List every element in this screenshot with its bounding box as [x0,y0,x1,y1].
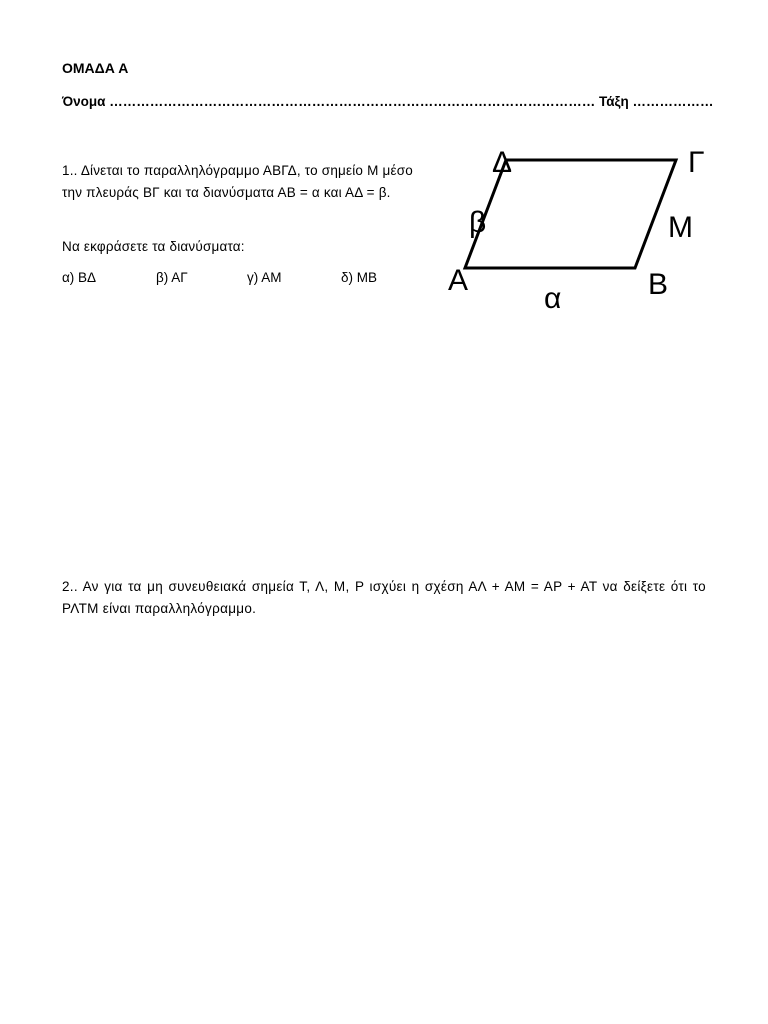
option-a: α) ΒΔ [62,270,97,285]
question-1-text: 1.. Δίνεται το παραλληλόγραμμο ΑΒΓΔ, το σημείο Μ μέσο την πλευράς ΒΓ και τα διανύσματα ΑΒ = α και ΑΔ = β. [62,163,413,200]
question-1-options [62,270,422,290]
vertex-label-g: Γ [688,146,705,179]
parallelogram-diagram [440,140,720,320]
option-d: δ) ΜΒ [341,270,378,285]
vertex-label-a: Α [448,264,469,297]
option-b: β) ΑΓ [156,270,188,285]
name-class-line: Όνομα ……………………………………………………………………………………………… Τάξη ……………… [62,94,714,109]
group-title: ΟΜΑΔΑ Α [62,60,129,76]
midpoint-label-m: Μ [668,211,693,244]
option-c: γ) ΑΜ [247,270,282,285]
question-2-text: 2.. Αν για τα μη συνευθειακά σημεία Τ, Λ, Μ, Ρ ισχύει η σχέση ΑΛ + ΑΜ = ΑΡ + ΑΤ να δείξετε ότι το ΡΛΤΜ είναι παραλληλόγραμμο. [62,579,706,616]
side-label-alpha: α [544,282,562,315]
side-label-beta: β [469,206,487,239]
vertex-label-d: Δ [492,146,513,179]
question-1-prompt: Να εκφράσετε τα διανύσματα: [62,239,245,254]
vertex-label-b: Β [648,268,669,301]
